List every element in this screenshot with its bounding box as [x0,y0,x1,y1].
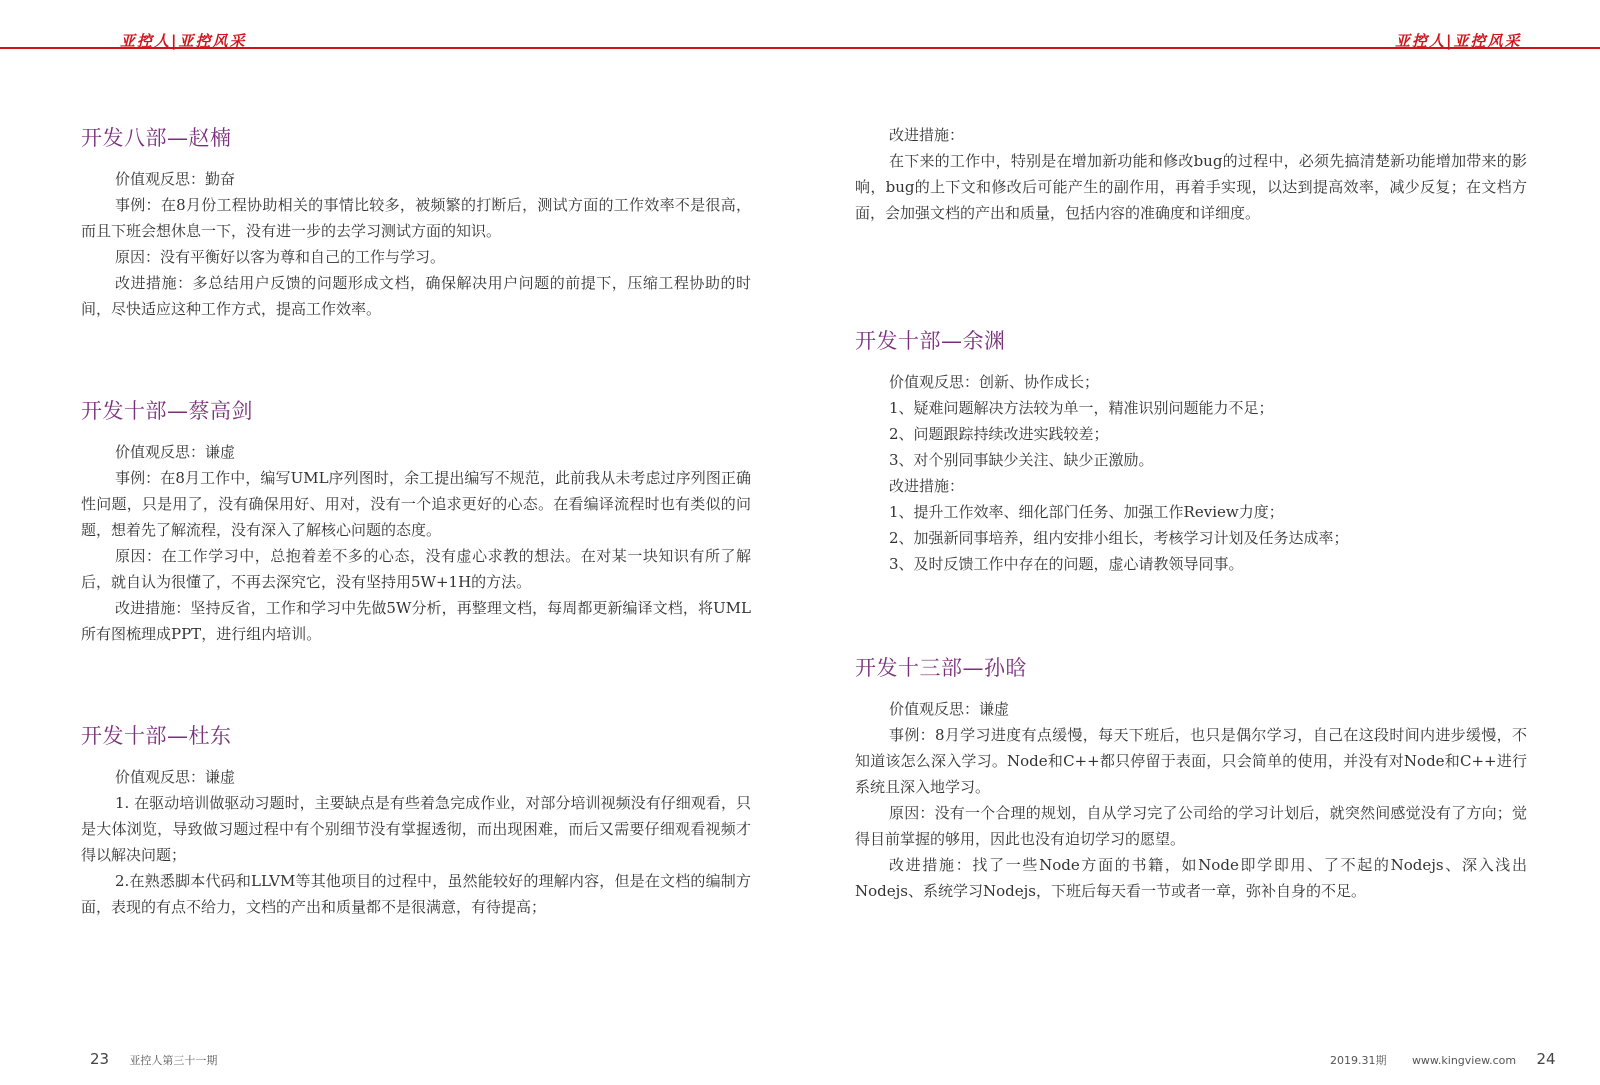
header-brand-left: 亚控人|亚控风采 [120,32,247,50]
paragraph: 事例：在8月工作中，编写UML序列图时，余工提出编写不规范，此前我从未考虑过序列图正确性问题，只是用了，没有确保用好、用对，没有一个追求更好的心态。在看编译流程时也有类似的问题，想着先了解流程，没有深入了解核心问题的态度。 [81,469,751,539]
section-du-dong [81,720,751,920]
section-zhao-nan [81,122,751,322]
site-url: www.kingview.com [1411,1054,1517,1067]
section-yu-yuan [855,325,1527,577]
section-title: 开发十部—蔡高剑 [81,399,253,423]
paragraph: 原因：没有平衡好以客为尊和自己的工作与学习。 [115,248,446,266]
page-number-left: 23 [90,1050,110,1068]
paragraph: 2.在熟悉脚本代码和LLVM等其他项目的过程中，虽然能较好的理解内容，但是在文档的编制方面，表现的有点不给力，文档的产出和质量都不是很满意，有待提高； [81,872,751,916]
footer-left [90,1049,217,1068]
paragraph: 改进措施： [889,126,965,144]
paragraph: 改进措施：坚持反省，工作和学习中先做5W分析，再整理文档，每周都更新编译文档，将UML所有图梳理成PPT，进行组内培训。 [81,599,751,643]
section-sun-han [855,652,1527,904]
paragraph: 1、疑难问题解决方法较为单一，精准识别问题能力不足； [889,399,1274,417]
paragraph: 1. 在驱动培训做驱动习题时，主要缺点是有些着急完成作业，对部分培训视频没有仔细观看，只是大体浏览，导致做习题过程中有个别细节没有掌握透彻，而出现困难，而后又需要仔细观看视频才得以解决问题； [81,794,751,864]
paragraph: 在下来的工作中，特别是在增加新功能和修改bug的过程中，必须先搞清楚新功能增加带来的影响，bug的上下文和修改后可能产生的副作用，再着手实现，以达到提高效率，减少反复；在文档方面，会加强文档的产出和质量，包括内容的准确度和详细度。 [855,152,1527,222]
paragraph: 改进措施：多总结用户反馈的问题形成文档，确保解决用户问题的前提下，压缩工程协助的时间，尽快适应这种工作方式，提高工作效率。 [81,274,751,318]
header-brand-right: 亚控人|亚控风采 [1395,32,1522,50]
paragraph: 价值观反思：谦虚 [115,443,236,461]
paragraph: 事例：在8月份工程协助相关的事情比较多，被频繁的打断后，测试方面的工作效率不是很高，而且下班会想休息一下，没有进一步的去学习测试方面的知识。 [81,196,751,240]
section-title: 开发十部—杜东 [81,724,232,748]
section-cai-gaojian [81,395,751,647]
footer-right [1330,1049,1556,1068]
paragraph: 2、加强新同事培养，组内安排小组长，考核学习计划及任务达成率； [889,529,1349,547]
paragraph: 价值观反思：谦虚 [115,768,236,786]
page-number-right: 24 [1536,1050,1556,1068]
section-title: 开发十三部—孙晗 [855,656,1027,680]
section-title: 开发十部—余渊 [855,329,1006,353]
section-title: 开发八部—赵楠 [81,126,232,150]
paragraph: 价值观反思：谦虚 [889,700,1010,718]
issue-label-left: 亚控人第三十一期 [129,1054,218,1067]
paragraph: 改进措施：找了一些Node方面的书籍，如Node即学即用、了不起的Nodejs、深入浅出Nodejs、系统学习Nodejs，下班后每天看一节或者一章，弥补自身的不足。 [855,856,1527,900]
paragraph: 2、问题跟踪持续改进实践较差； [889,425,1109,443]
paragraph: 价值观反思：勤奋 [115,170,236,188]
paragraph: 1、提升工作效率、细化部门任务、加强工作Review力度； [889,503,1284,521]
paragraph: 事例：8月学习进度有点缓慢，每天下班后，也只是偶尔学习，自己在这段时间内进步缓慢，不知道该怎么深入学习。Node和C++都只停留于表面，只会简单的使用，并没有对Node和C++进行系统且深入地学习。 [855,726,1527,796]
paragraph: 原因：没有一个合理的规划，自从学习完了公司给的学习计划后，就突然间感觉没有了方向；觉得目前掌握的够用，因此也没有迫切学习的愿望。 [855,804,1527,848]
paragraph: 3、及时反馈工作中存在的问题，虚心请教领导同事。 [889,555,1244,573]
section-du-dong-continued [855,122,1527,226]
issue-label-right: 2019.31期 [1330,1054,1387,1067]
paragraph: 3、对个别同事缺少关注、缺少正激励。 [889,451,1154,469]
paragraph: 改进措施： [889,477,965,495]
paragraph: 价值观反思：创新、协作成长； [889,373,1100,391]
paragraph: 原因：在工作学习中，总抱着差不多的心态，没有虚心求教的想法。在对某一块知识有所了解后，就自认为很懂了，不再去深究它，没有坚持用5W+1H的方法。 [81,547,751,591]
